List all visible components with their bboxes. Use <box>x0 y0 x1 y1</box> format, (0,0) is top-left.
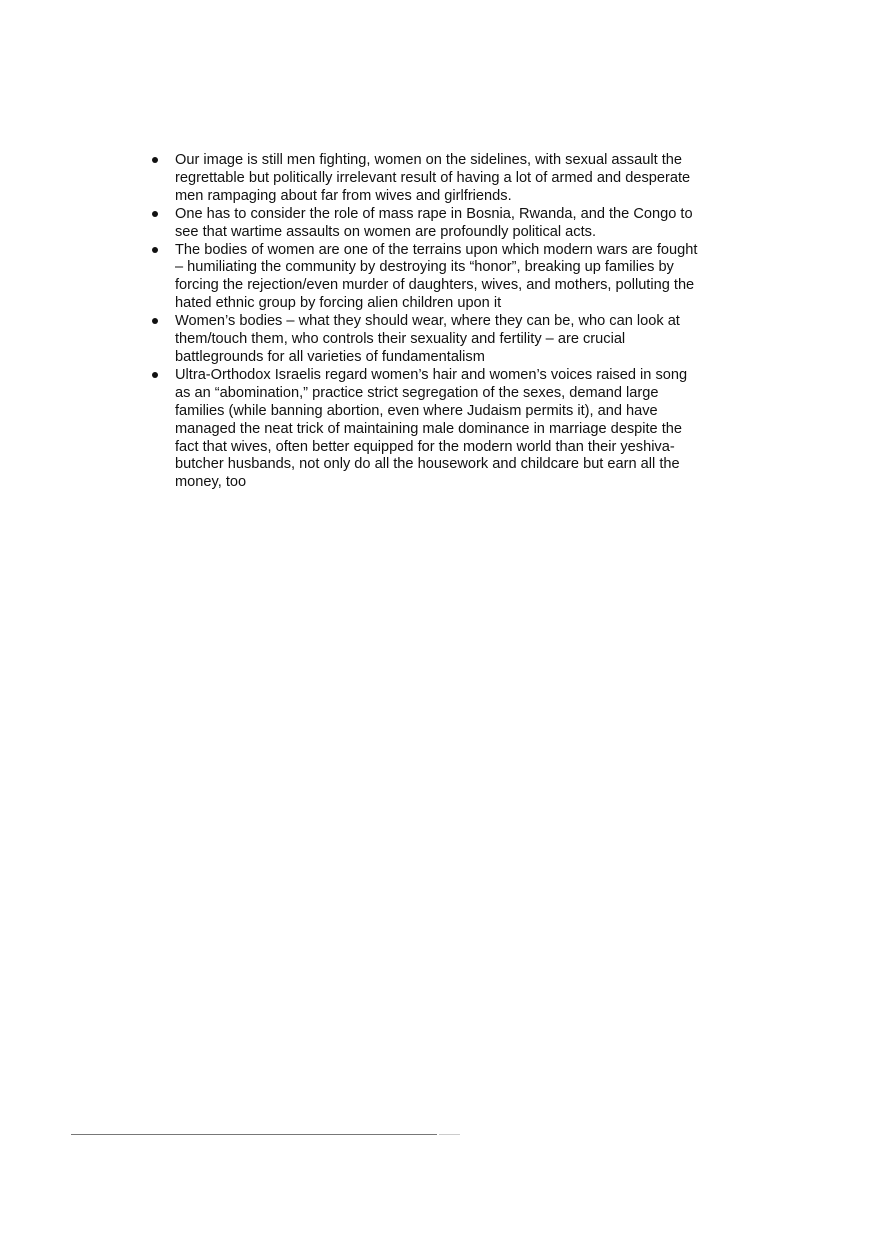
bullet-text-line: see that wartime assaults on women are profoundly political acts. <box>175 223 596 240</box>
bullet-text-line: The bodies of women are one of the terrains upon which modern wars are fought <box>175 241 698 258</box>
bullet-icon <box>152 211 158 217</box>
bullet-text-line: Ultra-Orthodox Israelis regard women’s hair and women’s voices raised in song <box>175 366 688 383</box>
bullet-icon <box>152 372 158 378</box>
footnote-separator <box>71 1134 437 1135</box>
bullet-text-line: as an “abomination,” practice strict segregation of the sexes, demand large <box>175 384 659 401</box>
bullet-text-line: Our image is still men fighting, women on the sidelines, with sexual assault the <box>175 152 682 168</box>
bullet-text-line: regrettable but politically irrelevant result of having a lot of armed and desperate <box>175 169 691 186</box>
bullet-text-line: managed the neat trick of maintaining male dominance in marriage despite the <box>175 420 683 437</box>
bullet-text-line: battlegrounds for all varieties of fundamentalism <box>175 348 485 365</box>
bullet-item <box>175 313 697 367</box>
bullet-text-line: fact that wives, often better equipped for the modern world than their yeshiva- <box>175 438 675 455</box>
bullet-text-line: families (while banning abortion, even where Judaism permits it), and have <box>175 402 658 419</box>
bullet-text-line: hated ethnic group by forcing alien children upon it <box>175 295 502 312</box>
bullet-text-line: them/touch them, who controls their sexuality and fertility – are crucial <box>175 331 626 348</box>
bullet-text-line: men rampaging about far from wives and girlfriends. <box>175 187 512 204</box>
bullet-icon <box>152 318 158 324</box>
bullet-text-line: One has to consider the role of mass rape in Bosnia, Rwanda, and the Congo to <box>175 205 693 222</box>
footnote-separator-continuation <box>439 1134 460 1135</box>
bullet-text-line: butcher husbands, not only do all the housework and childcare but earn all the <box>175 456 680 473</box>
bullet-icon <box>152 157 158 163</box>
bullet-item <box>175 242 697 314</box>
bullet-item <box>175 206 697 242</box>
bullet-item <box>175 152 697 206</box>
bullet-text-line: Women’s bodies – what they should wear, where they can be, who can look at <box>175 313 680 330</box>
bullet-item <box>175 367 697 492</box>
bullet-icon <box>152 247 158 253</box>
bullet-list <box>175 152 697 492</box>
bullet-text-line: forcing the rejection/even murder of daughters, wives, and mothers, polluting the <box>175 277 695 294</box>
bullet-text-line: – humiliating the community by destroying its “honor”, breaking up families by <box>175 259 674 276</box>
bullet-text-line: money, too <box>175 474 247 491</box>
